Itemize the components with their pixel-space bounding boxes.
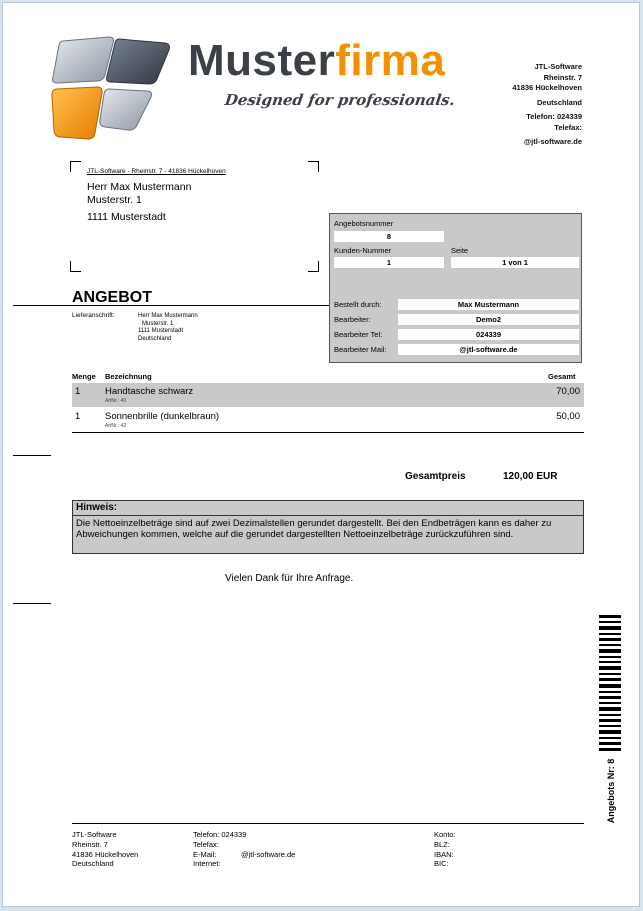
clerk-label: Bearbeiter: [334, 315, 371, 324]
recipient-street: Musterstr. 1 [87, 193, 142, 206]
delivery-name: Herr Max Mustermann [138, 313, 198, 319]
footer-email: @jtl-software.de [241, 849, 296, 859]
column-header-qty: Menge [72, 372, 96, 381]
fold-mark [13, 603, 51, 604]
footer-account: Konto: [434, 830, 456, 839]
page-label: Seite [451, 246, 469, 255]
total-label: Gesamtpreis [405, 471, 466, 482]
sender-phone: Telefon: 024339 [526, 112, 582, 121]
sender-email: @jtl-software.de [523, 137, 582, 146]
clerk-value: Demo2 [398, 314, 579, 325]
clerk-phone-label: Bearbeiter Tel: [334, 330, 383, 339]
document-page [2, 2, 640, 907]
notice-heading: Hinweis: [73, 502, 583, 516]
ordered-by-value: Max Mustermann [398, 299, 579, 310]
barcode-icon [599, 615, 621, 753]
notice-box [72, 500, 584, 554]
window-corner [70, 261, 81, 272]
row-qty: 1 [75, 411, 81, 422]
page-value: 1 von 1 [451, 257, 579, 268]
row-total: 50,00 [556, 411, 580, 422]
fold-mark [13, 455, 51, 456]
footer-bank [434, 830, 456, 869]
return-address-line: JTL-Software - Rheinstr. 7 - 41836 Hückelhoven [87, 168, 226, 175]
customer-number-value: 1 [334, 257, 444, 268]
window-corner [70, 161, 81, 172]
offer-info-box [329, 213, 582, 363]
footer-address [72, 830, 138, 869]
footer-company: JTL-Software [72, 830, 117, 839]
offer-number-value: 8 [334, 231, 444, 242]
footer-phone: Telefon: 024339 [193, 830, 247, 839]
window-corner [308, 261, 319, 272]
clerk-mail-label: Bearbeiter Mail: [334, 345, 387, 354]
sender-fax: Telefax: [554, 122, 582, 132]
row-art-number: ArtNr.: 40 [105, 398, 127, 404]
sender-company: JTL-Software [534, 62, 582, 71]
row-total: 70,00 [556, 386, 580, 397]
customer-number-label: Kunden-Nummer [334, 246, 392, 255]
recipient-city: 1111 Musterstadt [87, 211, 166, 223]
footer-street: Rheinstr. 7 [72, 839, 108, 849]
delivery-label: Lieferanschrift: [72, 312, 115, 319]
ordered-by-label: Bestellt durch: [334, 300, 382, 309]
barcode-label: Angebots Nr: 8 [606, 758, 616, 824]
clerk-mail-value: @jtl-software.de [398, 344, 579, 355]
footer-city: 41836 Hückelhoven [72, 849, 139, 859]
recipient-address [87, 181, 191, 224]
row-desc: Handtasche schwarz [105, 386, 194, 397]
company-logo-icon [49, 33, 173, 143]
offer-number-label: Angebotsnummer [334, 219, 394, 228]
sender-country: Deutschland [536, 97, 582, 107]
row-desc: Sonnenbrille (dunkelbraun) [105, 411, 220, 422]
notice-text: Die Nettoeinzelbeträge sind auf zwei Dezimalstellen gerundet dargestellt. Bei den Endbeträgen kann es daher zu Abweichungen kommen, welche auf die gerundet dargestellten Nettoeinzelbeträge zurückzuführen sind. [76, 517, 552, 540]
table-row [72, 408, 584, 433]
recipient-name: Herr Max Mustermann [87, 181, 192, 193]
footer-email-label: E-Mail: [193, 849, 217, 859]
delivery-street: Musterstr. 1 [142, 320, 174, 327]
fold-mark [13, 305, 329, 306]
footer-internet: Internet: [193, 859, 221, 869]
document-title: ANGEBOT [72, 289, 152, 306]
footer-iban: IBAN: [434, 849, 454, 859]
table-row [72, 383, 584, 407]
total-value: 120,00 EUR [503, 471, 558, 482]
sender-city: 41836 Hückelhoven [512, 83, 582, 92]
delivery-address [138, 313, 198, 343]
footer-contact [193, 830, 246, 869]
logo-tagline: Designed for professionals. [223, 91, 457, 109]
footer-fax: Telefax: [193, 839, 219, 849]
footer-bic: BIC: [434, 859, 449, 869]
footer-blz: BLZ: [434, 839, 450, 849]
sender-street: Rheinstr. 7 [543, 72, 582, 82]
sender-block [512, 62, 582, 148]
column-header-desc: Bezeichnung [105, 372, 152, 381]
row-qty: 1 [75, 386, 81, 397]
row-art-number: ArtNr.: 42 [105, 423, 127, 429]
footer-country: Deutschland [72, 859, 114, 869]
clerk-phone-value: 024339 [398, 329, 579, 340]
column-header-total: Gesamt [548, 372, 576, 381]
delivery-city: 1111 Musterstadt [138, 328, 184, 334]
window-corner [308, 161, 319, 172]
logo-wordmark: Musterfirma [188, 36, 446, 85]
footer-divider [72, 823, 584, 824]
delivery-country: Deutschland [138, 335, 172, 342]
thanks-text: Vielen Dank für Ihre Anfrage. [225, 573, 354, 584]
